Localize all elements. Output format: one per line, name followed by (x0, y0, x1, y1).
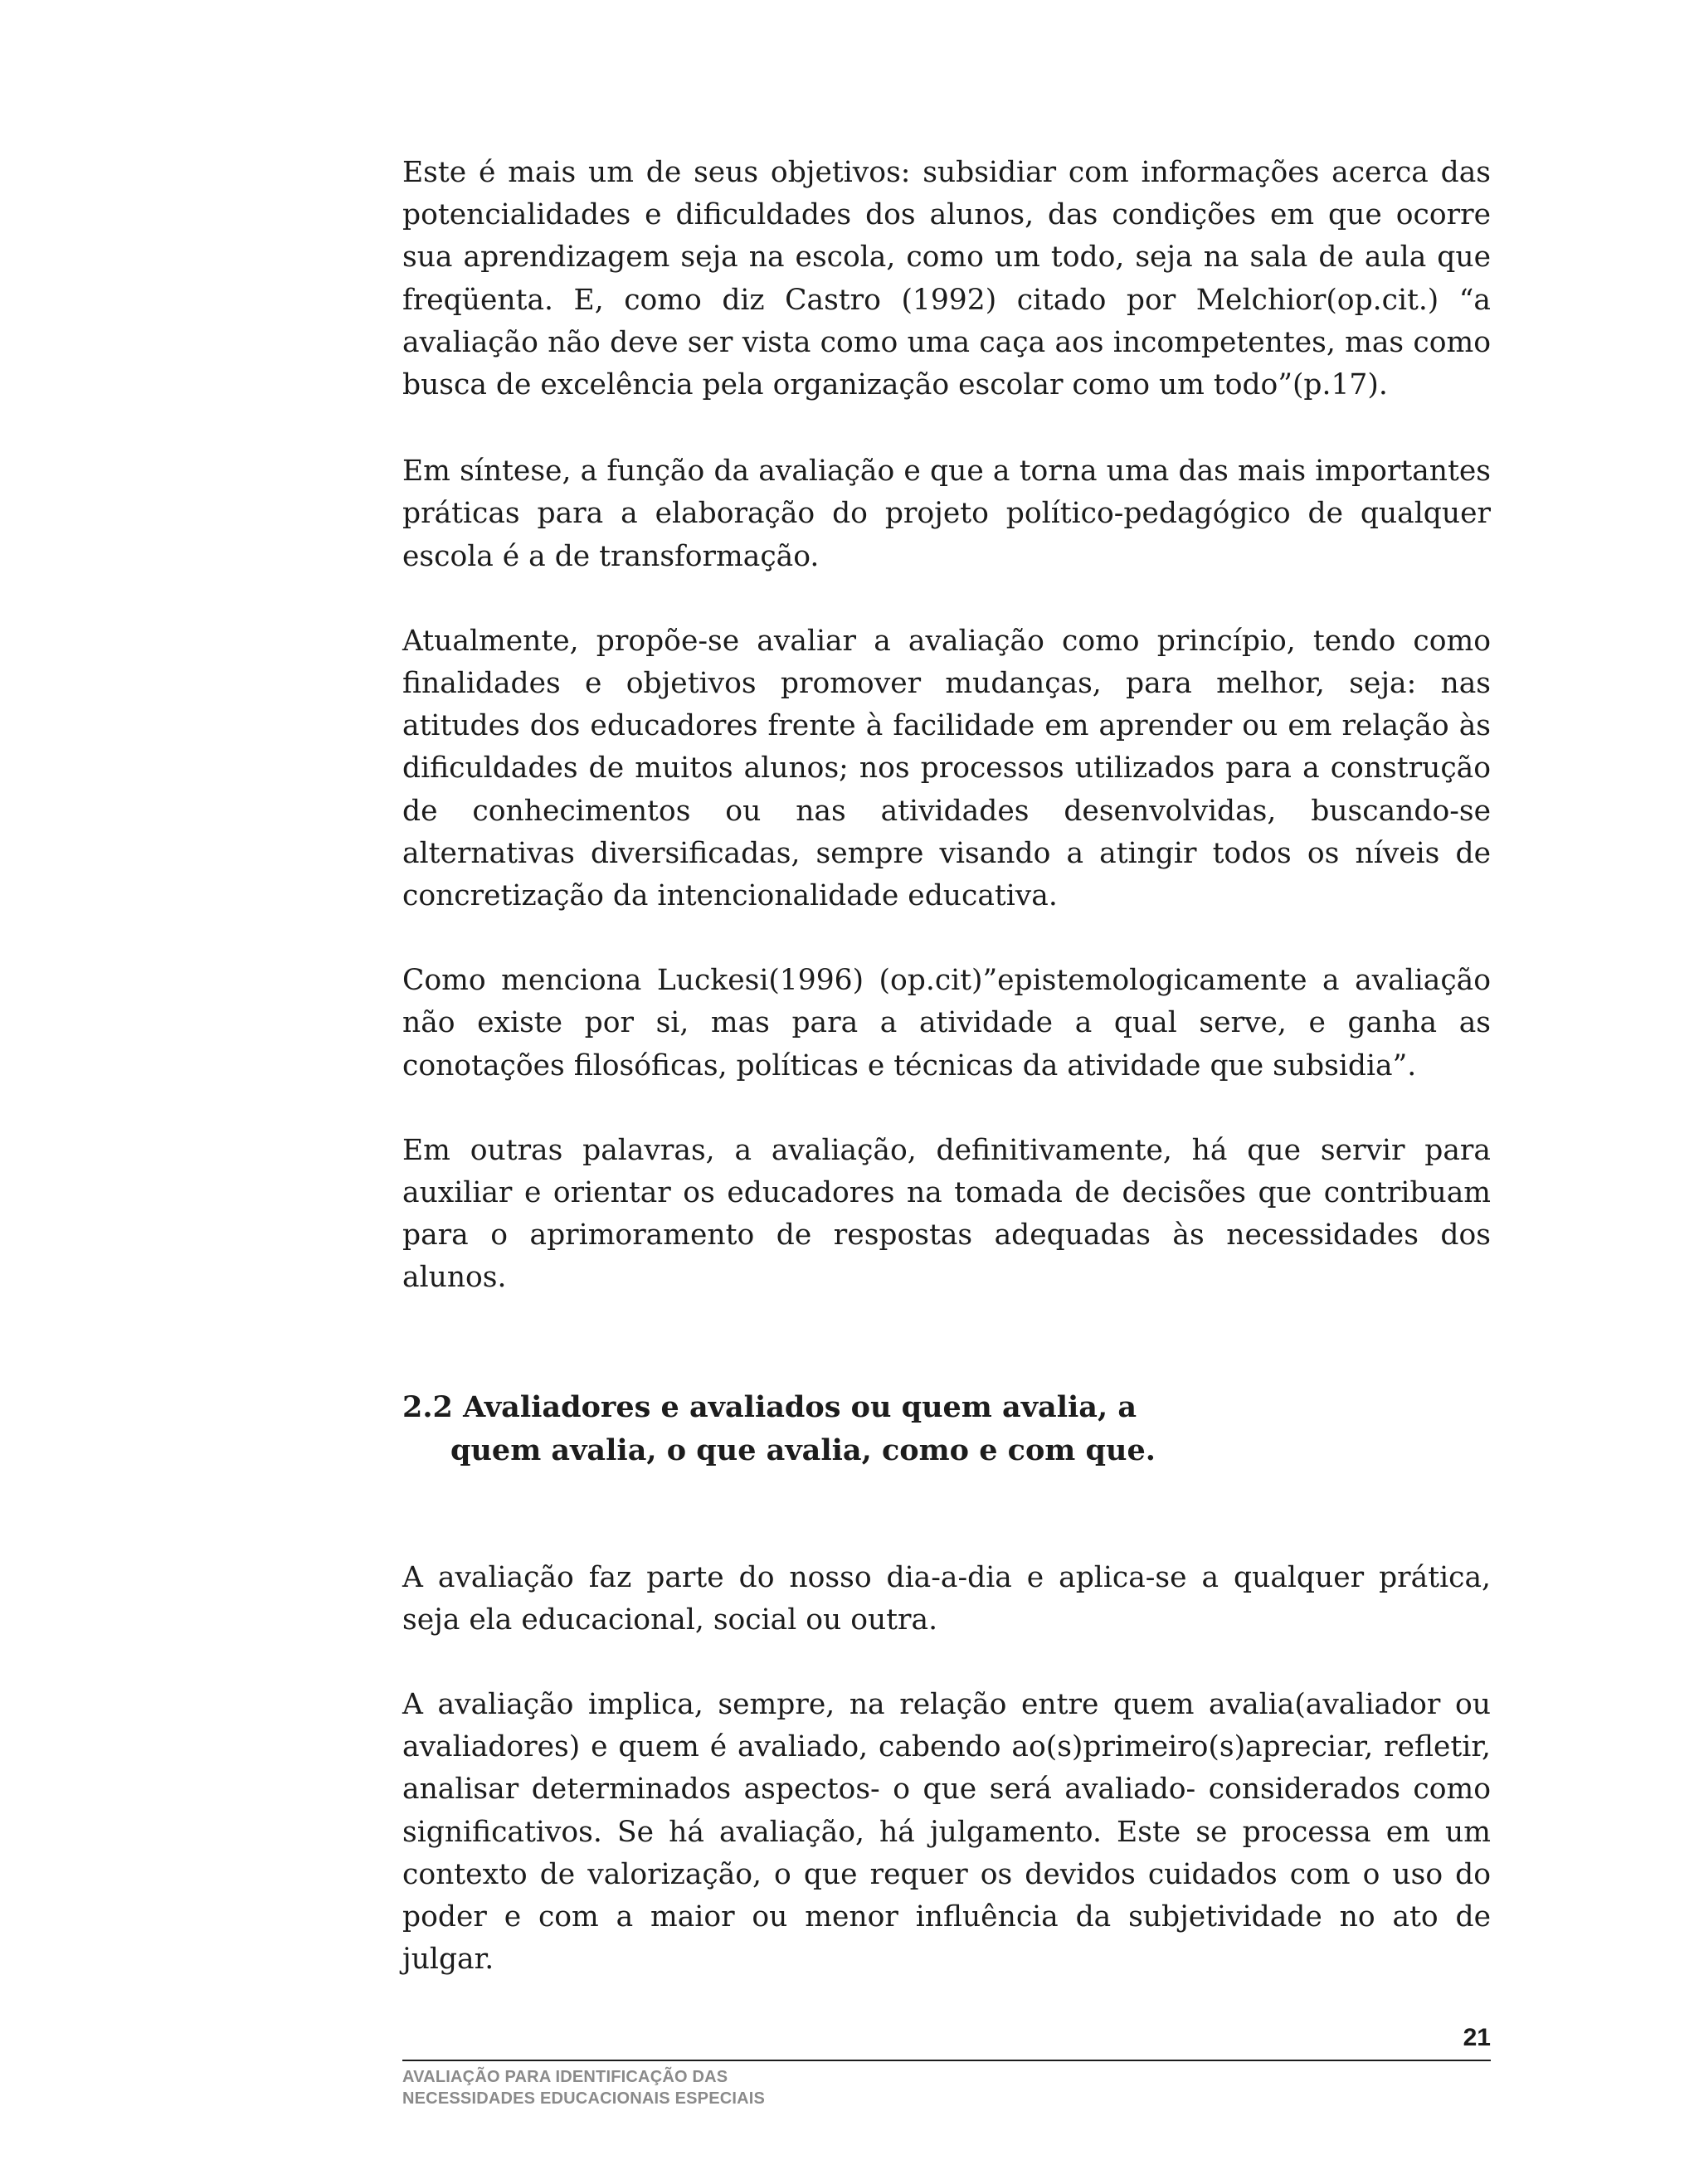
paragraph: Este é mais um de seus objetivos: subsidiar com informações acerca das potencialidades e dificuldades dos alunos, das condições em que ocorre sua aprendizagem seja na escola, como um todo, seja na sala de aula que freqüenta. E, como diz Castro (1992) citado por Melchior(op.cit.) “a avaliação não deve ser vista como uma caça aos incompetentes, mas como busca de excelência pela organização escolar como um todo”(p.17). (402, 156, 1491, 402)
section-heading-line: quem avalia, o que avalia, como e com que. (450, 1432, 1156, 1467)
paragraph: Em síntese, a função da avaliação e que a torna uma das mais importantes práticas para a elaboração do projeto político-pedagógico de qualquer escola é a de transformação. (402, 455, 1491, 573)
paragraph: A avaliação faz parte do nosso dia-a-dia e aplica-se a qualquer prática, seja ela educacional, social ou outra. (402, 1560, 1491, 1637)
page-number: 21 (1463, 2024, 1491, 2051)
paragraph: Como menciona Luckesi(1996) (op.cit)”epistemologicamente a avaliação não existe por si, mas para a atividade a qual serve, e ganha as conotações filosóficas, políticas e técnicas da atividade que subsidia”. (402, 964, 1491, 1082)
paragraph: Em outras palavras, a avaliação, definitivamente, há que servir para auxiliar e orientar os educadores na tomada de decisões que contribuam para o aprimoramento de respostas adequadas às necessidades dos alunos. (402, 1133, 1491, 1295)
footer-divider (402, 2060, 1491, 2061)
body-text (402, 152, 1491, 1982)
footer-title-line: NECESSIDADES EDUCACIONAIS ESPECIAIS (402, 2089, 766, 2108)
paragraph: A avaliação implica, sempre, na relação entre quem avalia(avaliador ou avaliadores) e quem é avaliado, cabendo ao(s)primeiro(s)apreciar, refletir, analisar determinados aspectos- o que será avaliado- considerados como significativos. Se há avaliação, há julgamento. Este se processa em um contexto de valorização, o que requer os devidos cuidados com o uso do poder e com a maior ou menor influência da subjetividade no ato de julgar. (402, 1688, 1491, 1977)
paragraph: Atualmente, propõe-se avaliar a avaliação como princípio, tendo como finalidades e objetivos promover mudanças, para melhor, seja: nas atitudes dos educadores frente à facilidade em aprender ou em relação às dificuldades de muitos alunos; nos processos utilizados para a construção de conhecimentos ou nas atividades desenvolvidas, buscando-se alternativas diversificadas, sempre visando a atingir todos os níveis de concretização da intencionalidade educativa. (402, 624, 1491, 913)
footer-title-line: AVALIAÇÃO PARA IDENTIFICAÇÃO DAS (402, 2068, 728, 2086)
running-footer (402, 2066, 765, 2109)
section-heading-line: 2.2 Avaliadores e avaliados ou quem avalia, a (402, 1389, 1137, 1424)
section-heading (402, 1386, 1491, 1472)
